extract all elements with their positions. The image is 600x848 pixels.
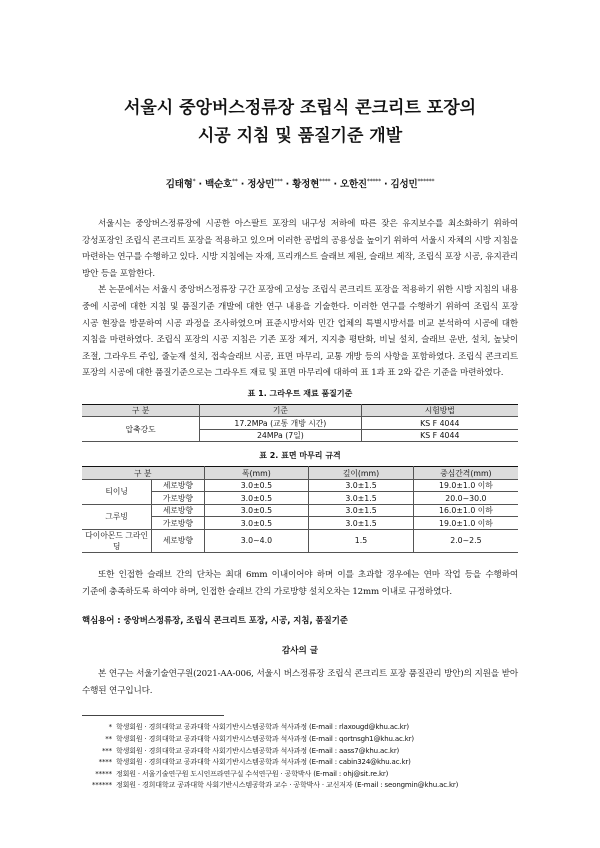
footnote-mark: * — [108, 723, 112, 732]
footnote-text: 학생회원 · 경희대학교 공과대학 사회기반시스템공학과 석사과정 (E-mail : cabin324@khu.ac.kr) — [116, 758, 411, 767]
author-name: 오한진 — [339, 179, 367, 190]
paper-title-line-1: 서울시 중앙버스정류장 조립식 콘크리트 포장의 — [123, 98, 477, 118]
author-name: 정상민 — [247, 179, 275, 190]
table-cell: 3.0±1.5 — [309, 492, 414, 505]
footnote-text: 정회원 · 서울기술연구원 도시인프라연구실 수석연구원 · 공학박사 (E-mail : ohj@sit.re.kr) — [116, 769, 389, 778]
acknowledgement-text: 본 연구는 서울기술연구원(2021-AA-006, 서울시 버스정류장 조립식 콘크리트 포장 품질관리 방안)의 지원을 받아 수행된 연구입니다. — [82, 669, 518, 696]
table-1-caption: 표 1. 그라우트 재료 품질기준 — [247, 388, 353, 398]
footnote-text: 학생회원 · 경희대학교 공과대학 사회기반시스템공학과 석사과정 (E-mail : rlaxougd@khu.ac.kr) — [116, 723, 410, 732]
footnote-text: 정회원 · 경희대학교 공과대학 사회기반시스템공학과 교수 · 공학박사 · 교신저자 (E-mail : seongmin@khu.ac.kr) — [116, 781, 459, 790]
keywords — [82, 614, 518, 626]
table-cell: 19.0±1.0 이하 — [413, 517, 518, 530]
footnote-text: 학생회원 · 경희대학교 공과대학 사회기반시스템공학과 석사과정 (E-mail : qortnsgh1@khu.ac.kr) — [116, 734, 414, 743]
footnote — [82, 734, 518, 746]
table-cell: 3.0±0.5 — [204, 504, 309, 517]
footnote-mark: *** — [101, 746, 112, 755]
table-cell: KS F 4044 — [361, 417, 518, 430]
footnote — [82, 757, 518, 769]
author-mark: * — [192, 177, 196, 185]
author-separator: · — [237, 179, 248, 190]
table-cell: 3.0±0.5 — [204, 479, 309, 492]
table-cell: 3.0~4.0 — [204, 529, 309, 552]
table-header-cell: 기준 — [200, 404, 361, 417]
table-row — [82, 504, 518, 517]
footnote-mark: **** — [98, 758, 112, 767]
body-paragraph-3: 또한 인접한 슬래브 간의 단차는 최대 6mm 이내이어야 하며 이를 초과할 경우에는 연마 작업 등을 수행하여 기준에 충족하도록 하여야 하며, 인접한 슬래브 간의 가로방향 설치오차는 12mm 이내로 규정하였다. — [82, 569, 518, 597]
table-cell: 가로방향 — [152, 492, 204, 505]
footnote — [82, 746, 518, 758]
table-cell: 3.0±1.5 — [309, 504, 414, 517]
table-row — [82, 417, 518, 430]
footnote — [82, 722, 518, 734]
table-2-surface-finish — [82, 466, 518, 553]
table-header-cell: 구 분 — [82, 404, 200, 417]
table-cell: 가로방향 — [152, 517, 204, 530]
author-separator: · — [380, 179, 391, 190]
table-header-row — [82, 467, 518, 480]
author-separator: · — [282, 179, 293, 190]
table-cell: 2.0~2.5 — [413, 529, 518, 552]
table-category-cell: 압축강도 — [82, 417, 200, 442]
table-header-cell: 시험방법 — [361, 404, 518, 417]
table-header-cell: 깊이(mm) — [309, 467, 414, 480]
table-cell: 24MPa (7일) — [200, 429, 361, 442]
table-cell: 세로방향 — [152, 529, 204, 552]
table-header-cell: 폭(mm) — [204, 467, 309, 480]
table-cell: 17.2MPa (교통 개방 시간) — [200, 417, 361, 430]
author-mark: ***** — [366, 177, 381, 185]
footnote-mark: ** — [105, 734, 112, 743]
table-row — [82, 529, 518, 552]
table-cell: 3.0±0.5 — [204, 492, 309, 505]
table-header-cell: 중심간격(mm) — [413, 467, 518, 480]
footnote-text: 학생회원 · 경희대학교 공과대학 사회기반시스템공학과 석사과정 (E-mail : aass7@khu.ac.kr) — [116, 746, 400, 755]
table-group-cell: 티이닝 — [82, 479, 152, 504]
table-cell: 세로방향 — [152, 504, 204, 517]
table-cell: 3.0±1.5 — [309, 479, 414, 492]
footnote — [82, 769, 518, 781]
author-mark: **** — [319, 177, 331, 185]
author-name: 김태형 — [165, 179, 193, 190]
table-row — [82, 479, 518, 492]
table-cell: 19.0±1.0 이하 — [413, 479, 518, 492]
table-cell: 세로방향 — [152, 479, 204, 492]
body-paragraph-1: 서울시는 중앙버스정류장에 시공한 아스팔트 포장의 내구성 저하에 따른 잦은 유지보수를 최소화하기 위하여 강성포장인 조립식 콘크리트 포장을 적용하고 있으며 이러한 공법의 공용성을 높이기 위하여 서울시 자체의 시방 지침을 마련하는 연구를 수행하고 있다. 시방 지침에는 자재, 프리캐스트 슬래브 제원, 슬래브 제작, 조립식 포장 시공, 유지관리 방안 등을 포함한다. — [82, 219, 518, 279]
table-header-row — [82, 404, 518, 417]
author-list — [82, 176, 518, 190]
footnote-mark: ****** — [91, 781, 112, 790]
footnote — [82, 780, 518, 792]
author-name: 김성민 — [390, 179, 418, 190]
paper-title-line-2: 시공 지침 및 품질기준 개발 — [197, 126, 403, 146]
table-header-cell: 구 분 — [82, 467, 204, 480]
keywords-text: 중앙버스정류장, 조립식 콘크리트 포장, 시공, 지침, 품질기준 — [123, 615, 348, 626]
table-1-grout-quality — [82, 404, 518, 443]
author-name: 황정현 — [292, 179, 320, 190]
author-mark: ****** — [417, 177, 435, 185]
footnotes — [82, 722, 518, 792]
footnote-mark: ***** — [95, 769, 112, 778]
author-separator: · — [195, 179, 206, 190]
table-group-cell: 다이아몬드 그라인딩 — [82, 529, 152, 552]
table-cell: 1.5 — [309, 529, 414, 552]
body-paragraph-2: 본 논문에서는 서울시 중앙버스정류장 구간 포장에 고성능 조립식 콘크리트 포장을 적용하기 위한 시방 지침의 내용 중에 시공에 대한 지침 및 품질기준 개발에 대한 연구 내용을 기술한다. 이러한 연구를 수행하기 위하여 조립식 포장 시공 현장을 방문하여 시공 과정을 조사하였으며 표준시방서와 민간 업체의 특별시방서를 비교 분석하여 시공에 대한 지침을 마련하였다. 조립식 포장의 시공 지침은 기존 포장 제거, 지지층 평탄화, 비닐 설치, 슬래브 운반, 설치, 높낮이 조절, 그라우트 주입, 줄눈재 설치, 접속슬래브 시공, 표면 마무리, 교통 개방 등의 사항을 포함하였다. 조립식 콘크리트 포장의 시공에 대한 품질기준으로는 그라우트 재료 및 표면 마무리에 대하여 표 1과 표 2와 같은 기준을 마련하였다. — [82, 285, 518, 379]
table-cell: 20.0~30.0 — [413, 492, 518, 505]
table-group-cell: 그루빙 — [82, 504, 152, 529]
footnote-divider — [82, 715, 224, 716]
acknowledgement-title: 감사의 글 — [281, 646, 319, 657]
author-mark: ** — [232, 177, 238, 185]
keywords-label: 핵심용어 : — [82, 615, 121, 626]
author-separator: · — [330, 179, 340, 190]
table-cell: 3.0±0.5 — [204, 517, 309, 530]
table-cell: 3.0±1.5 — [309, 517, 414, 530]
author-mark: *** — [274, 177, 283, 185]
author-name: 백순호 — [205, 179, 232, 190]
table-2-caption: 표 2. 표면 마무리 규격 — [259, 451, 341, 461]
table-cell: 16.0±1.0 이하 — [413, 504, 518, 517]
table-cell: KS F 4044 — [361, 429, 518, 442]
